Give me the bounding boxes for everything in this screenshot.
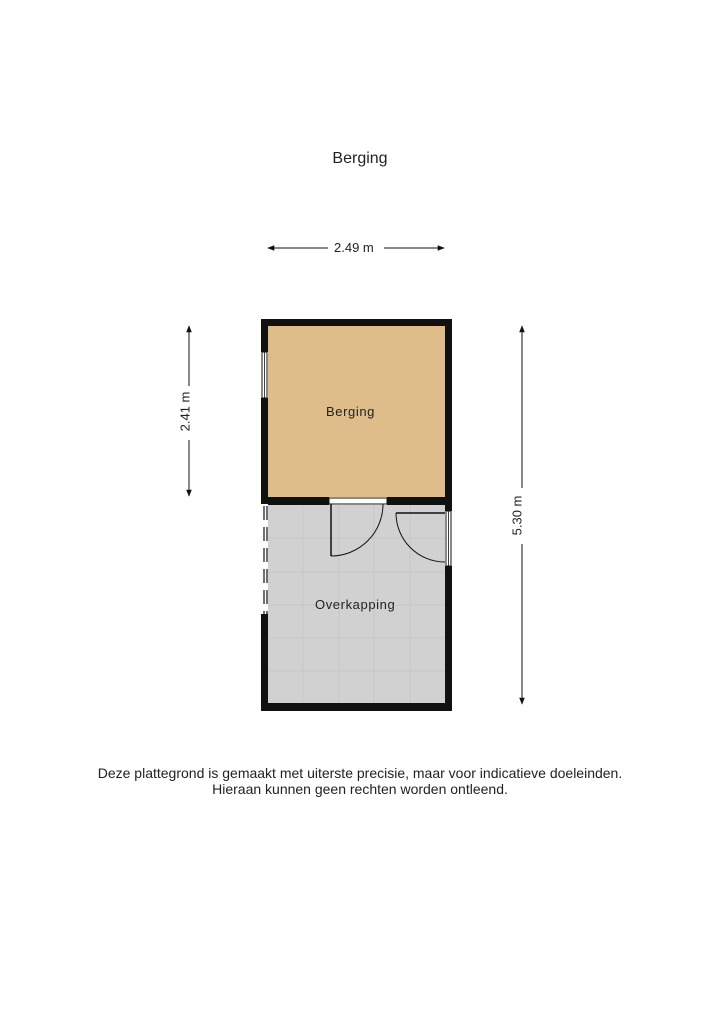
room-label-overkapping: Overkapping [315, 597, 396, 612]
disclaimer-line-1: Deze plattegrond is gemaakt met uiterste precisie, maar voor indicatieve doeleinden. [97, 765, 623, 781]
plan-title: Berging [332, 150, 388, 167]
room-label-berging: Berging [326, 404, 376, 419]
open-side-dashes [264, 506, 267, 614]
dimension-label-width: 2.49 m [331, 240, 377, 255]
dimension-label-height-left: 2.41 m [177, 389, 192, 435]
disclaimer-line-2: Hieraan kunnen geen rechten worden ontleend. [212, 781, 508, 797]
window-left [262, 352, 267, 398]
dimension-label-height-right: 5.30 m [509, 493, 524, 539]
disclaimer [0, 765, 720, 797]
